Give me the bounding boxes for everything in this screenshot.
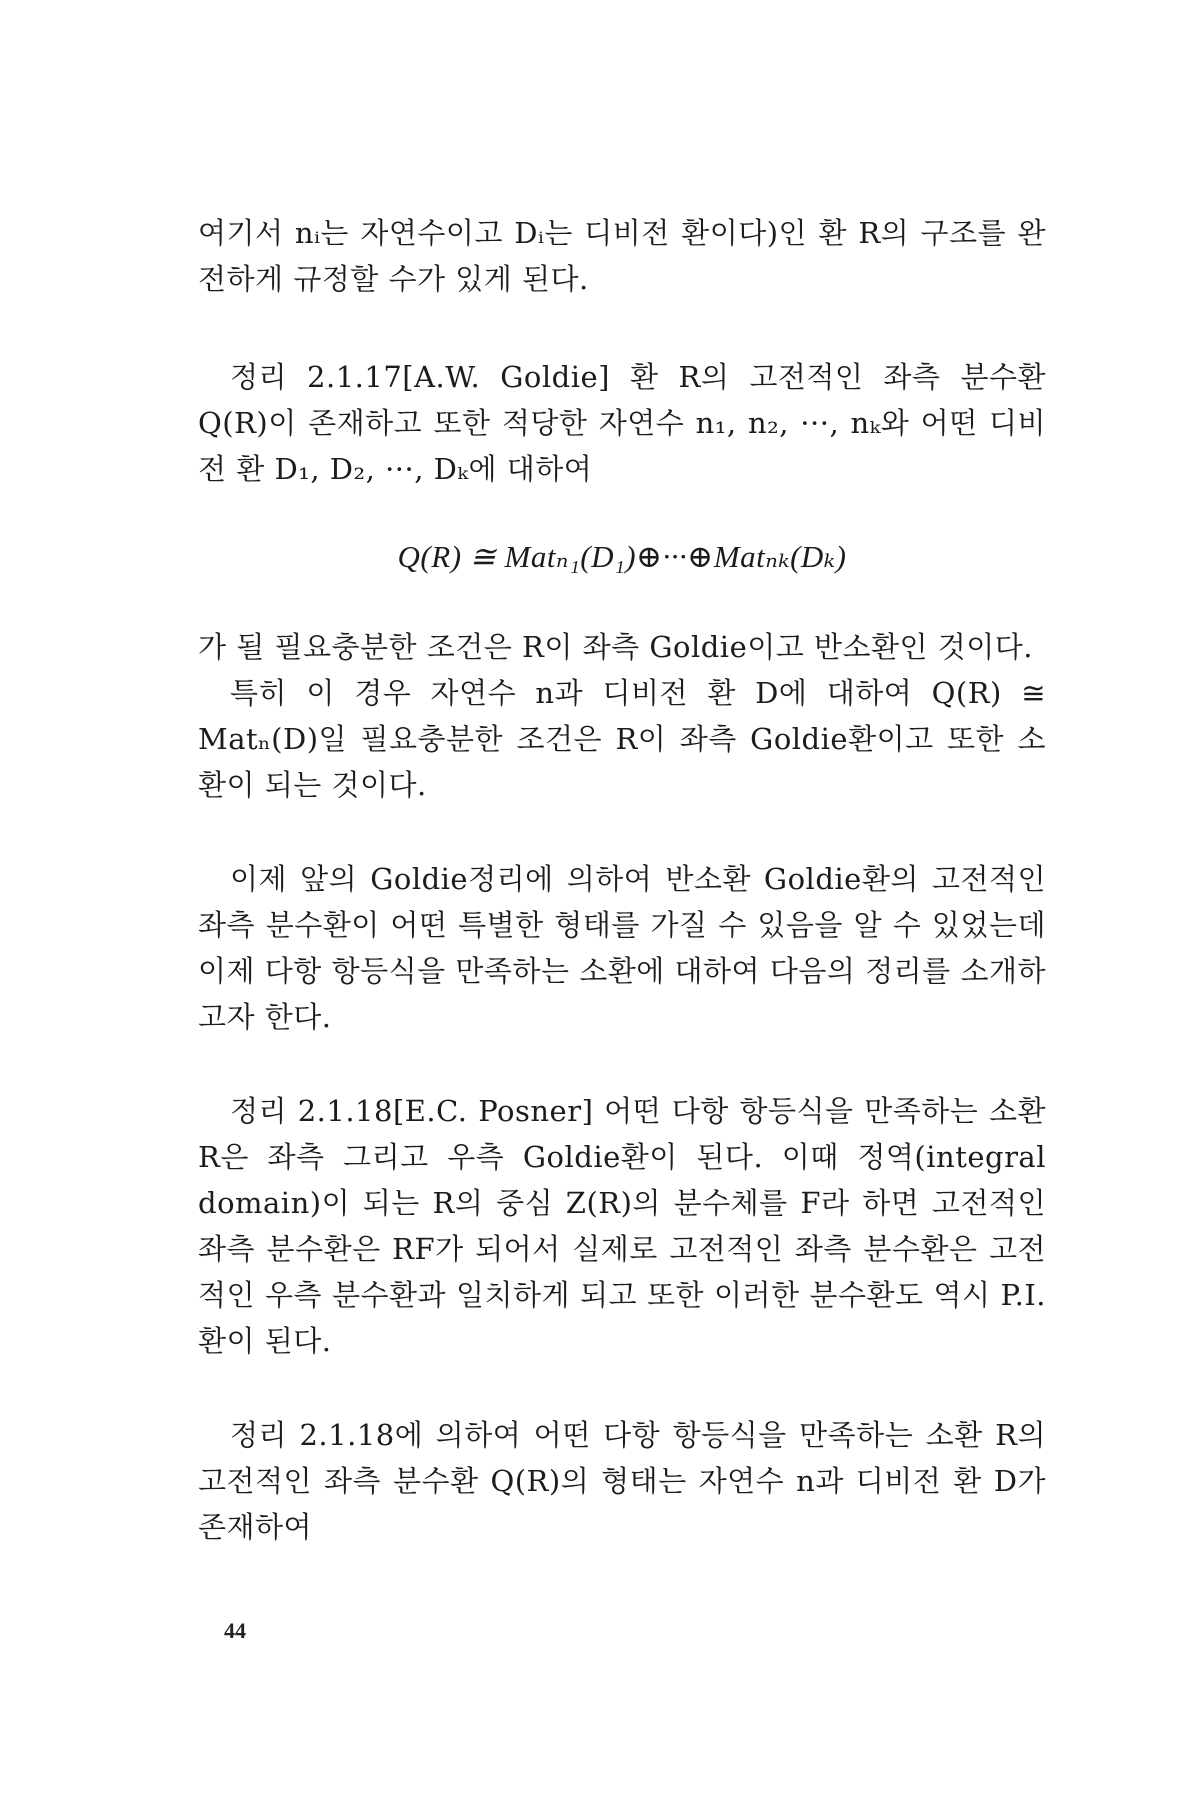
paragraph-intro-continuation: 여기서 nᵢ는 자연수이고 Dᵢ는 디비전 환이다)인 환 R의 구조를 완전하게 규정할 수가 있게 된다. <box>198 216 1046 296</box>
page-body <box>198 210 1046 1550</box>
theorem-2-1-18: 정리 2.1.18[E.C. Posner] 어떤 다항 항등식을 만족하는 소환 R은 좌측 그리고 우측 Goldie환이 된다. 이때 정역(integral domain)이 되는 R의 중심 Z(R)의 분수체를 F라 하면 고전적인 좌측 분수환은 RF가 되어서 실제로 고전적인 좌측 분수환은 고전적인 우측 분수환과 일치하게 되고 또한 이러한 분수환도 역시 P.I.환이 된다. <box>198 1094 1046 1358</box>
page-number: 44 <box>224 1618 246 1643</box>
paragraph-transition: 이제 앞의 Goldie정리에 의하여 반소환 Goldie환의 고전적인 좌측 분수환이 어떤 특별한 형태를 가질 수 있음을 알 수 있었는데 이제 다항 항등식을 만족하는 소환에 대하여 다음의 정리를 소개하고자 한다. <box>198 862 1046 1034</box>
formula-goldie-decomposition: Q(R) ≅ Matₙ₁(D₁)⊕···⊕Matₙₖ(Dₖ) <box>397 539 847 574</box>
paragraph-prime-case: 특히 이 경우 자연수 n과 디비전 환 D에 대하여 Q(R) ≅ Matₙ(D)일 필요충분한 조건은 R이 좌측 Goldie환이고 또한 소환이 되는 것이다. <box>198 676 1046 802</box>
paragraph-goldie-condition: 가 될 필요충분한 조건은 R이 좌측 Goldie이고 반소환인 것이다. <box>198 630 1034 664</box>
paragraph-consequence: 정리 2.1.18에 의하여 어떤 다항 항등식을 만족하는 소환 R의 고전적인 좌측 분수환 Q(R)의 형태는 자연수 n과 디비전 환 D가 존재하여 <box>198 1418 1046 1544</box>
theorem-2-1-17: 정리 2.1.17[A.W. Goldie] 환 R의 고전적인 좌측 분수환 Q(R)이 존재하고 또한 적당한 자연수 n₁, n₂, ···, nₖ와 어떤 디비전 환 D₁, D₂, ···, Dₖ에 대하여 <box>198 360 1046 486</box>
